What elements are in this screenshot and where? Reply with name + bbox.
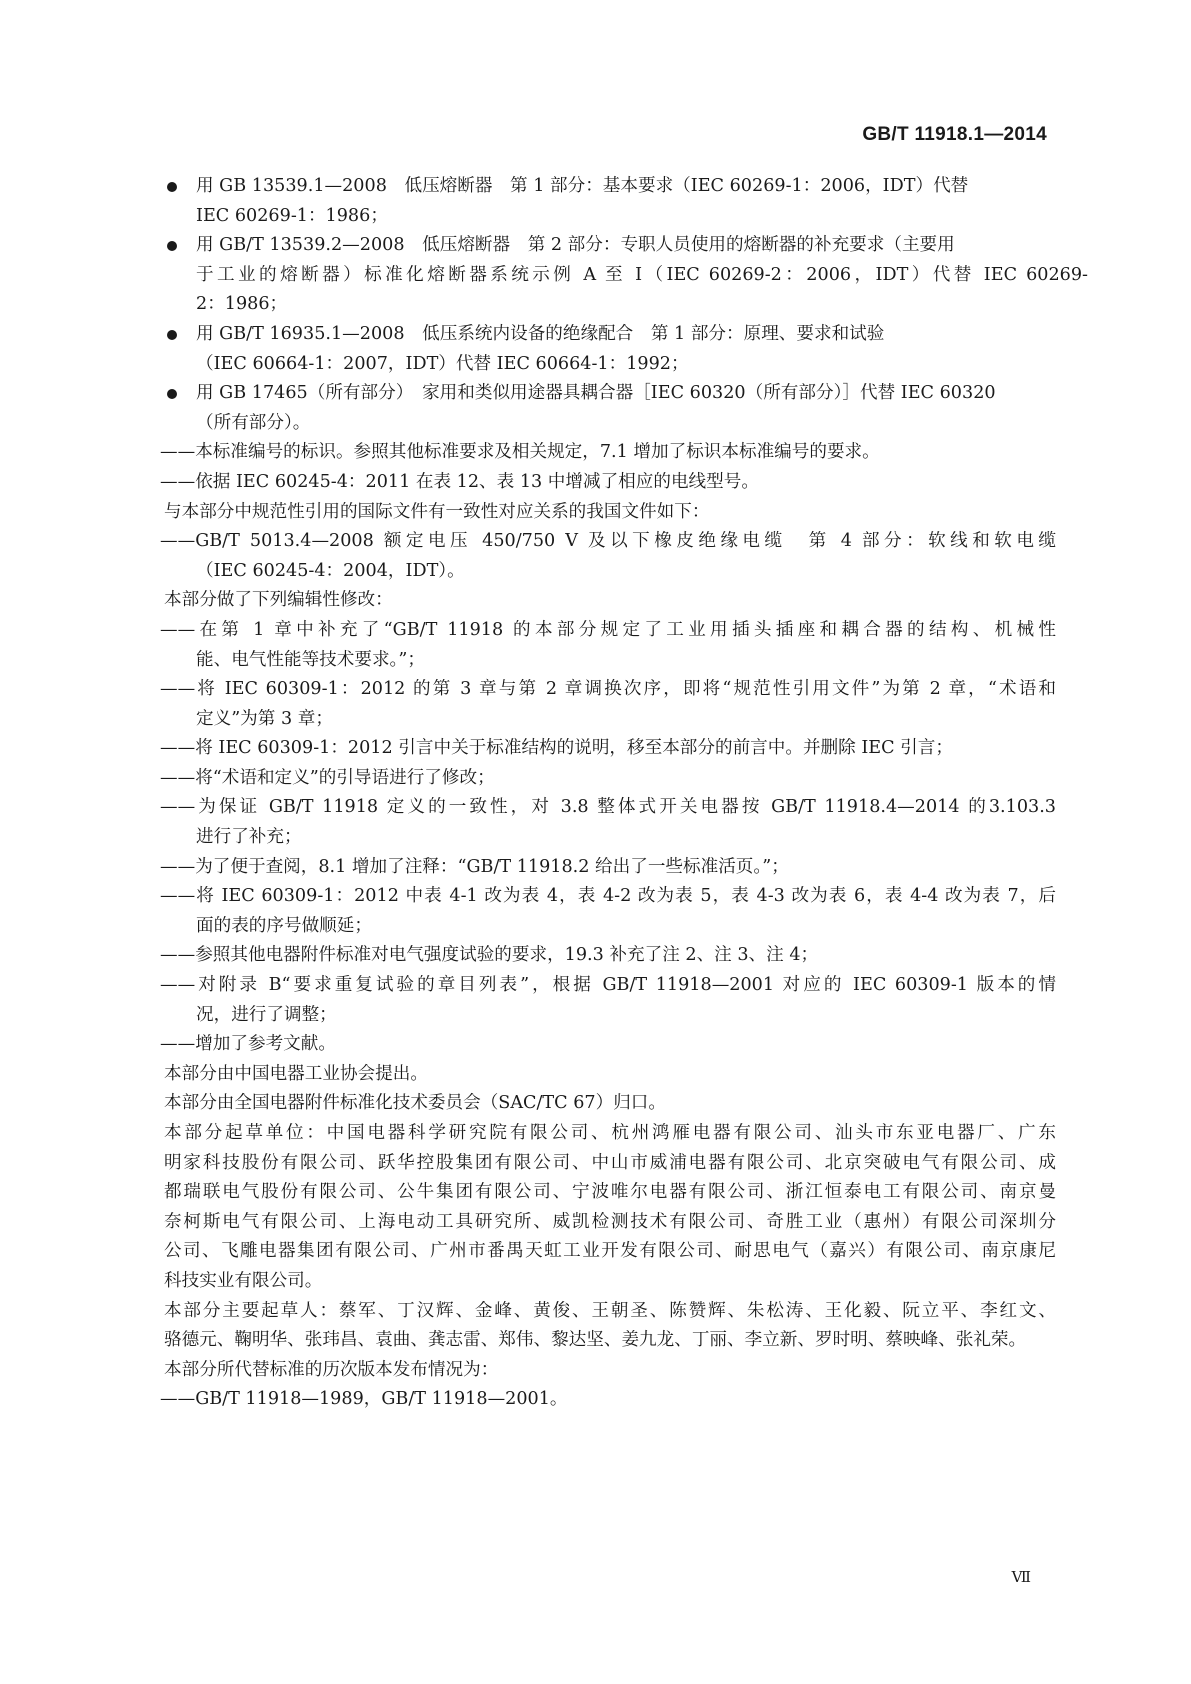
dash-list-item: ——将 IEC 60309-1：2012 中表 4-1 改为表 4，表 4-2 改为表 5，表 4-3 改为表 6，表 4-4 改为表 7，后 — [160, 886, 1056, 907]
bullet-item — [164, 231, 1056, 261]
paragraph: 本部分由中国电器工业协会提出。 — [164, 1063, 428, 1084]
bullet-item-continuation: （IEC 60664-1：2007，IDT）代替 IEC 60664-1：1992； — [196, 353, 689, 374]
bullet-item-continuation: （所有部分）。 — [196, 412, 311, 433]
bullet-text: 用 GB 17465（所有部分） 家用和类似用途器具耦合器［IEC 60320（所有部分）］代替 IEC 60320 — [196, 383, 996, 404]
dash-list-item: ——本标准编号的标识。参照其他标准要求及相关规定，7.1 增加了标识本标准编号的要求。 — [160, 442, 880, 463]
dash-list-item-continuation: 面的表的序号做顺延； — [196, 915, 372, 936]
bullet-text: 用 GB 13539.1—2008 低压熔断器 第 1 部分：基本要求（IEC 60269-1：2006，IDT）代替 — [196, 176, 969, 196]
dash-list-item: ——依据 IEC 60245-4：2011 在表 12、表 13 中增减了相应的电线型号。 — [160, 471, 759, 492]
paragraph: 本部分起草单位：中国电器科学研究院有限公司、杭州鸿雁电器有限公司、汕头市东亚电器厂、广东 — [164, 1123, 1056, 1143]
paragraph: 本部分由全国电器附件标准化技术委员会（SAC/TC 67）归口。 — [164, 1093, 666, 1114]
bullet-dot-icon — [167, 330, 177, 340]
dash-list-item: ——GB/T 11918—1989，GB/T 11918—2001。 — [160, 1389, 568, 1410]
bullet-item-continuation: IEC 60269-1：1986； — [196, 205, 388, 226]
paragraph-continuation: 科技实业有限公司。 — [164, 1270, 323, 1291]
bullet-item — [164, 172, 1056, 202]
dash-list-item: ——参照其他电器附件标准对电气强度试验的要求，19.3 补充了注 2、注 3、注 4； — [160, 945, 819, 966]
bullet-item-continuation: 2：1986； — [196, 294, 288, 315]
dash-list-item-continuation: （IEC 60245-4：2004，IDT）。 — [196, 560, 465, 581]
paragraph: 与本部分中规范性引用的国际文件有一致性对应关系的我国文件如下： — [164, 501, 710, 522]
paragraph: 本部分主要起草人：蔡军、丁汉辉、金峰、黄俊、王朝圣、陈赞辉、朱松涛、王化毅、阮立平、李红文、 — [164, 1300, 1056, 1321]
bullet-item — [164, 379, 1056, 409]
paragraph: 本部分做了下列编辑性修改： — [164, 590, 393, 611]
paragraph-continuation: 明家科技股份有限公司、跃华控股集团有限公司、中山市威浦电器有限公司、北京突破电气有限公司、成 — [164, 1152, 1056, 1173]
paragraph: 本部分所代替标准的历次版本发布情况为： — [164, 1359, 499, 1380]
paragraph-continuation: 奈柯斯电气有限公司、上海电动工具研究所、威凯检测技术有限公司、奇胜工业（惠州）有限公司深圳分 — [164, 1211, 1056, 1232]
dash-list-item: ——增加了参考文献。 — [160, 1034, 336, 1055]
bullet-item — [164, 320, 1056, 350]
bullet-dot-icon — [167, 241, 177, 251]
bullet-dot-icon — [167, 389, 177, 399]
dash-list-item: ——为了便于查阅，8.1 增加了注释：“GB/T 11918.2 给出了一些标准活页。”； — [160, 856, 789, 877]
dash-list-item: ——为保证 GB/T 11918 定义的一致性，对 3.8 整体式开关电器按 GB/T 11918.4—2014 的3.103.3 — [160, 797, 1056, 818]
dash-list-item: ——在第 1 章中补充了“GB/T 11918 的本部分规定了工业用插头插座和耦合器的结构、机械性 — [160, 619, 1056, 640]
dash-list-item-continuation: 能、电气性能等技术要求。”； — [196, 649, 425, 670]
paragraph-continuation: 都瑞联电气股份有限公司、公牛集团有限公司、宁波唯尔电器有限公司、浙江恒泰电工有限公司、南京曼 — [164, 1182, 1056, 1203]
dash-list-item: ——将 IEC 60309-1：2012 的第 3 章与第 2 章调换次序，即将“规范性引用文件”为第 2 章，“术语和 — [160, 679, 1056, 700]
dash-list-item-continuation: 定义”为第 3 章； — [196, 708, 333, 729]
bullet-text: 用 GB/T 16935.1—2008 低压系统内设备的绝缘配合 第 1 部分：原理、要求和试验 — [196, 323, 885, 344]
preface-body — [160, 172, 1088, 1415]
dash-list-item: ——GB/T 5013.4—2008 额定电压 450/750 V 及以下橡皮绝缘电缆 第 4 部分：软线和软电缆 — [160, 531, 1056, 552]
bullet-text: 用 GB/T 13539.2—2008 低压熔断器 第 2 部分：专职人员使用的熔断器的补充要求（主要用 — [196, 235, 955, 256]
dash-list-item-continuation: 况，进行了调整； — [196, 1004, 337, 1025]
dash-list-item: ——对附录 B“要求重复试验的章目列表”，根据 GB/T 11918—2001 对应的 IEC 60309-1 版本的情 — [160, 975, 1056, 996]
bullet-item-continuation: 于工业的熔断器）标准化熔断器系统示例 A 至 I（IEC 60269-2：2006，IDT）代替 IEC 60269- — [196, 264, 1088, 285]
dash-list-item-continuation: 进行了补充； — [196, 827, 302, 848]
paragraph-continuation: 公司、飞雕电器集团有限公司、广州市番禺天虹工业开发有限公司、耐思电气（嘉兴）有限公司、南京康尼 — [164, 1241, 1056, 1262]
paragraph-continuation: 骆德元、鞠明华、张玮昌、袁曲、龚志雷、郑伟、黎达坚、姜九龙、丁丽、李立新、罗时明、蔡映峰、张礼荣。 — [164, 1330, 1027, 1351]
dash-list-item: ——将“术语和定义”的引导语进行了修改； — [160, 767, 495, 788]
dash-list-item: ——将 IEC 60309-1：2012 引言中关于标准结构的说明，移至本部分的前言中。并删除 IEC 引言； — [160, 738, 953, 759]
standard-code-header: GB/T 11918.1—2014 — [862, 124, 1047, 145]
bullet-dot-icon — [167, 182, 177, 192]
page-number: Ⅶ — [1011, 1568, 1031, 1586]
